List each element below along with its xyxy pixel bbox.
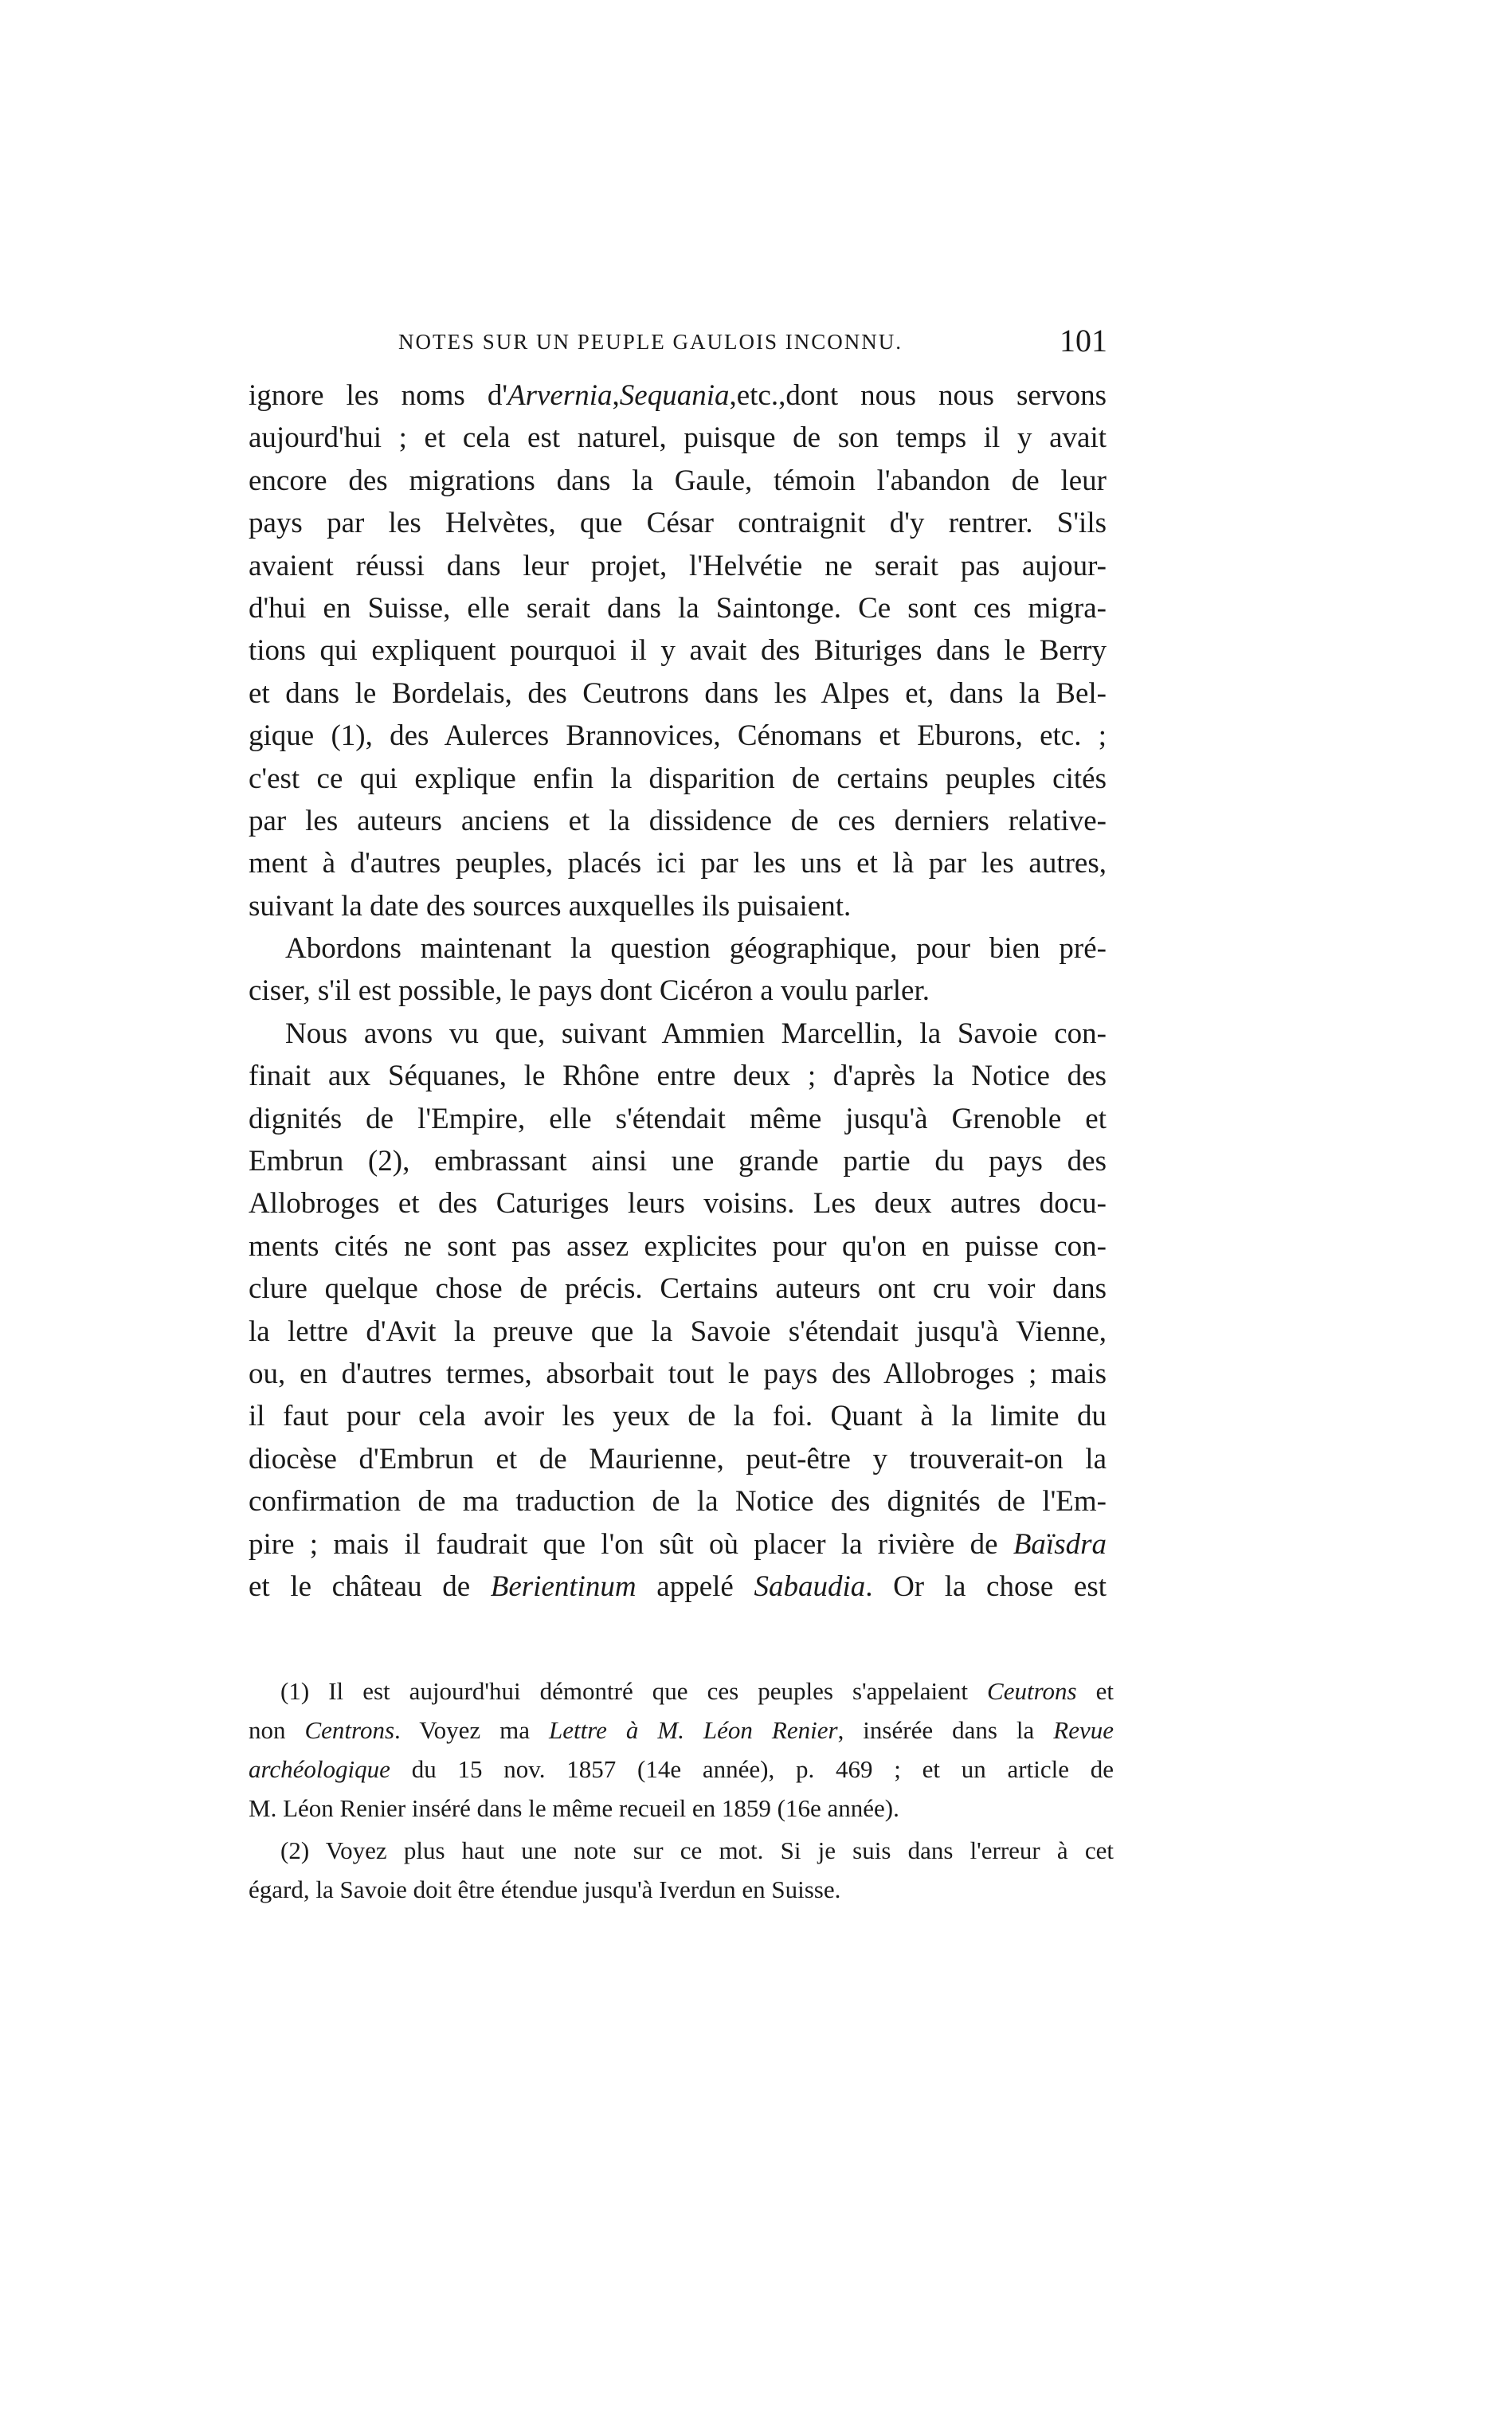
text-segment: ciser, s'il est possible, le pays dont Cicéron a voulu parler. (249, 974, 930, 1008)
text-segment: ment à d'autres peuples, placés ici par les uns et là par les autres, (249, 847, 1107, 880)
body-text-line (249, 715, 1107, 757)
body-text-line (249, 885, 1107, 927)
text-segment: et (1076, 1677, 1114, 1705)
italic-text: Lettre à M. Léon Renier (548, 1716, 838, 1744)
text-segment: ments cités ne sont pas assez explicites pour qu'on en puisse con- (249, 1229, 1107, 1263)
body-text-line (249, 758, 1107, 800)
text-segment: finait aux Séquanes, le Rhône entre deux ; d'après la Notice des (249, 1060, 1107, 1093)
text-segment: encore des migrations dans la Gaule, témoin l'abandon de leur (249, 464, 1107, 497)
text-segment: ignore les noms d' (249, 379, 507, 412)
italic-text: Sabaudia (754, 1570, 866, 1603)
text-segment: pire ; mais il faudrait que l'on sût où placer la rivière de (249, 1527, 1013, 1561)
body-text-line (249, 545, 1107, 587)
italic-text: Revue (1053, 1716, 1114, 1744)
body-text-line (249, 587, 1107, 629)
text-segment: Embrun (2), embrassant ainsi une grande partie du pays des (249, 1145, 1107, 1178)
italic-text: archéologique (249, 1755, 390, 1783)
italic-text: Berientinum (490, 1570, 637, 1603)
text-segment: c'est ce qui explique enfin la disparition de certains peuples cités (249, 762, 1107, 795)
text-segment: Abordons maintenant la question géographique, pour bien pré- (285, 932, 1107, 966)
text-segment: ,etc.,dont nous nous servons (729, 379, 1107, 412)
body-text-line (249, 970, 1107, 1012)
text-segment: , insérée dans la (837, 1716, 1054, 1744)
body-text-line (249, 502, 1107, 544)
text-segment: et le château de (249, 1570, 491, 1603)
text-segment: et dans le Bordelais, des Ceutrons dans les Alpes et, dans la Bel- (249, 676, 1107, 710)
italic-text: Centrons (304, 1716, 395, 1744)
italic-text: Ceutrons (987, 1677, 1077, 1705)
text-segment: clure quelque chose de précis. Certains auteurs ont cru voir dans (249, 1272, 1107, 1306)
text-segment: ou, en d'autres termes, absorbait tout le pays des Allobroges ; mais (249, 1357, 1107, 1390)
body-text-line (249, 1098, 1107, 1140)
body-text-line (249, 672, 1107, 715)
footnote-line (249, 1671, 1114, 1711)
footnote-line (249, 1831, 1114, 1870)
text-segment: tions qui expliquent pourquoi il y avait des Bituriges dans le Berry (249, 634, 1107, 668)
body-text-line (249, 1140, 1107, 1182)
page-number: 101 (1060, 323, 1107, 359)
body-text-line (249, 1182, 1107, 1225)
body-text-line (249, 1438, 1107, 1480)
running-title: NOTES SUR UN PEUPLE GAULOIS INCONNU. (398, 330, 903, 354)
text-segment: avaient réussi dans leur projet, l'Helvétie ne serait pas aujour- (249, 549, 1107, 582)
footnote-line (249, 1711, 1114, 1750)
text-segment: M. Léon Renier inséré dans le même recueil en 1859 (16e année). (249, 1794, 899, 1822)
body-text-line (249, 1013, 1107, 1055)
body-text-line (249, 629, 1107, 672)
text-segment: du 15 nov. 1857 (14e année), p. 469 ; et un article de (390, 1755, 1114, 1783)
text-segment: (1) Il est aujourd'hui démontré que ces peuples s'appelaient (280, 1677, 988, 1705)
body-text-line (249, 1055, 1107, 1097)
body-text-line (249, 1311, 1107, 1353)
text-segment: . Or la chose est (865, 1570, 1107, 1603)
text-segment: aujourd'hui ; et cela est naturel, puisque de son temps il y avait (249, 421, 1107, 455)
text-segment: par les auteurs anciens et la dissidence de ces derniers relative- (249, 804, 1107, 837)
body-text-line (249, 842, 1107, 884)
italic-text: Arvernia (507, 379, 613, 412)
running-head (398, 322, 1107, 362)
footnote-line (249, 1870, 1114, 1909)
body-text-line (249, 1523, 1107, 1566)
text-segment: Nous avons vu que, suivant Ammien Marcellin, la Savoie con- (285, 1017, 1107, 1050)
body-text-line (249, 1353, 1107, 1395)
italic-text: Baïsdra (1013, 1527, 1107, 1561)
text-segment: Allobroges et des Caturiges leurs voisins. Les deux autres docu- (249, 1187, 1107, 1221)
text-segment: (2) Voyez plus haut une note sur ce mot. Si je suis dans l'erreur à cet (280, 1836, 1114, 1864)
body-text-line (249, 1566, 1107, 1608)
footnote-line (249, 1750, 1114, 1789)
body-text-line (249, 374, 1107, 417)
text-segment: égard, la Savoie doit être étendue jusqu'à Iverdun en Suisse. (249, 1875, 841, 1903)
text-segment: , (612, 379, 620, 412)
text-segment: appelé (636, 1570, 754, 1603)
body-text-line (249, 1480, 1107, 1523)
text-segment: gique (1), des Aulerces Brannovices, Cénomans et Eburons, etc. ; (249, 719, 1107, 753)
body-text-line (249, 927, 1107, 970)
text-segment: suivant la date des sources auxquelles ils puisaient. (249, 889, 852, 923)
text-segment: dignités de l'Empire, elle s'étendait même jusqu'à Grenoble et (249, 1102, 1107, 1135)
italic-text: Sequania (619, 379, 730, 412)
text-segment: la lettre d'Avit la preuve que la Savoie s'étendait jusqu'à Vienne, (249, 1315, 1107, 1348)
body-text-line (249, 460, 1107, 502)
body-text (249, 374, 1107, 1608)
body-text-line (249, 800, 1107, 842)
text-segment: . Voyez ma (394, 1716, 549, 1744)
text-segment: confirmation de ma traduction de la Notice des dignités de l'Em- (249, 1485, 1107, 1519)
body-text-line (249, 1395, 1107, 1437)
text-segment: d'hui en Suisse, elle serait dans la Saintonge. Ce sont ces migra- (249, 591, 1107, 625)
text-segment: non (249, 1716, 305, 1744)
body-text-line (249, 417, 1107, 459)
text-segment: il faut pour cela avoir les yeux de la foi. Quant à la limite du (249, 1400, 1107, 1433)
text-segment: pays par les Helvètes, que César contraignit d'y rentrer. S'ils (249, 507, 1107, 540)
footnote-line (249, 1789, 1114, 1828)
body-text-line (249, 1225, 1107, 1268)
text-segment: diocèse d'Embrun et de Maurienne, peut-être y trouverait-on la (249, 1442, 1107, 1475)
footnotes (249, 1671, 1114, 1909)
body-text-line (249, 1268, 1107, 1310)
